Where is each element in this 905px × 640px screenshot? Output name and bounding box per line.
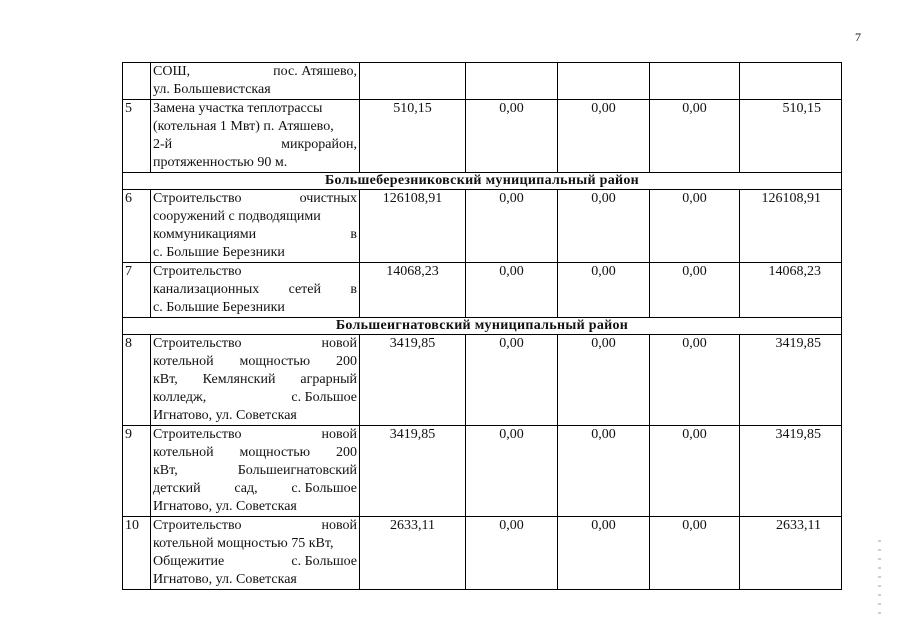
- table-row: [123, 263, 842, 318]
- description-word: в: [350, 227, 357, 242]
- value-cell-v1: 14068,23: [360, 263, 466, 318]
- row-number: 10: [123, 517, 151, 590]
- value-cell-v3: 0,00: [558, 263, 650, 318]
- description-line: [153, 299, 357, 317]
- value-cell-v1: 3419,85: [360, 426, 466, 517]
- table-row: [123, 190, 842, 263]
- value-cell-v2: 0,00: [466, 517, 558, 590]
- description-word: с. Большое: [291, 481, 357, 496]
- description-line: [153, 100, 357, 118]
- description-word: кВт,: [153, 372, 178, 387]
- description-line: [153, 208, 357, 226]
- table-body: [123, 63, 842, 590]
- row-number: 5: [123, 100, 151, 173]
- description-word: новой: [321, 427, 357, 442]
- value-cell-v2: 0,00: [466, 335, 558, 426]
- description-word: Строительство: [153, 336, 242, 351]
- description-word: пос. Атяшево,: [273, 64, 357, 79]
- description-word: Строительство: [153, 191, 242, 206]
- description-word: с. Большие Березники: [153, 245, 285, 260]
- value-cell-v5: 14068,23: [740, 263, 842, 318]
- table-row: [123, 517, 842, 590]
- description-word: с. Большие Березники: [153, 300, 285, 315]
- description-line: [153, 226, 357, 244]
- description-word: коммуникациями: [153, 227, 257, 242]
- description-word: с. Большое: [291, 554, 357, 569]
- description-line: [153, 154, 357, 172]
- value-cell-v4: 0,00: [650, 263, 740, 318]
- value-cell-v2: 0,00: [466, 263, 558, 318]
- object-description: [151, 517, 360, 590]
- description-word: СОШ,: [153, 64, 191, 79]
- financing-table: [122, 62, 842, 590]
- value-cell-v5: 510,15: [740, 100, 842, 173]
- description-line: [153, 571, 357, 589]
- description-word: в: [350, 282, 357, 297]
- description-line: [153, 426, 357, 444]
- value-cell-v1: [360, 63, 466, 100]
- description-word: 200: [336, 445, 357, 460]
- description-line: [153, 407, 357, 425]
- value-cell-v5: 126108,91: [740, 190, 842, 263]
- value-cell-v5: [740, 63, 842, 100]
- row-number: 9: [123, 426, 151, 517]
- description-line: [153, 190, 357, 208]
- value-cell-v5: 3419,85: [740, 426, 842, 517]
- description-line: [153, 136, 357, 154]
- description-word: сетей: [288, 282, 322, 297]
- description-word: Общежитие: [153, 554, 225, 569]
- section-title: Большеберезниковский муниципальный район: [123, 173, 842, 190]
- object-description: [151, 63, 360, 100]
- description-word: Игнатово, ул. Советская: [153, 408, 297, 423]
- description-line: [153, 353, 357, 371]
- description-word: Строительство: [153, 427, 242, 442]
- description-line: [153, 553, 357, 571]
- value-cell-v3: [558, 63, 650, 100]
- description-word: кВт,: [153, 463, 178, 478]
- description-word: 2-й: [153, 137, 173, 152]
- section-header-row: [123, 318, 842, 335]
- description-line: [153, 389, 357, 407]
- value-cell-v2: 0,00: [466, 426, 558, 517]
- description-line: [153, 63, 357, 81]
- scan-artifact: [878, 540, 881, 620]
- description-word: новой: [321, 518, 357, 533]
- value-cell-v5: 2633,11: [740, 517, 842, 590]
- table-row: [123, 100, 842, 173]
- description-word: мощностью: [239, 354, 311, 369]
- description-word: Замена участка теплотрассы: [153, 101, 323, 116]
- value-cell-v4: 0,00: [650, 190, 740, 263]
- object-description: [151, 263, 360, 318]
- value-cell-v3: 0,00: [558, 335, 650, 426]
- description-line: [153, 335, 357, 353]
- description-word: детский: [153, 481, 201, 496]
- value-cell-v2: [466, 63, 558, 100]
- description-word: ул. Большевистская: [153, 82, 271, 97]
- section-title: Большеигнатовский муниципальный район: [123, 318, 842, 335]
- value-cell-v3: 0,00: [558, 426, 650, 517]
- object-description: [151, 335, 360, 426]
- description-word: канализационных: [153, 282, 260, 297]
- description-word: аграрный: [300, 372, 357, 387]
- value-cell-v4: 0,00: [650, 426, 740, 517]
- object-description: [151, 190, 360, 263]
- description-line: [153, 81, 357, 99]
- object-description: [151, 426, 360, 517]
- description-line: [153, 244, 357, 262]
- page-number: 7: [855, 30, 861, 44]
- value-cell-v1: 510,15: [360, 100, 466, 173]
- description-word: Кемлянский: [202, 372, 276, 387]
- description-line: [153, 281, 357, 299]
- description-word: котельной мощностью 75 кВт,: [153, 536, 334, 551]
- value-cell-v3: 0,00: [558, 190, 650, 263]
- description-line: [153, 498, 357, 516]
- description-line: [153, 118, 357, 136]
- value-cell-v4: 0,00: [650, 335, 740, 426]
- description-word: сад,: [234, 481, 258, 496]
- description-word: очистных: [299, 191, 357, 206]
- value-cell-v1: 3419,85: [360, 335, 466, 426]
- table-row: [123, 63, 842, 100]
- value-cell-v4: 0,00: [650, 517, 740, 590]
- section-header-row: [123, 173, 842, 190]
- description-word: Строительство: [153, 518, 242, 533]
- row-number: 6: [123, 190, 151, 263]
- description-line: [153, 371, 357, 389]
- description-line: [153, 462, 357, 480]
- row-number: [123, 63, 151, 100]
- description-line: [153, 517, 357, 535]
- description-word: колледж,: [153, 390, 207, 405]
- value-cell-v3: 0,00: [558, 517, 650, 590]
- description-word: протяженностью 90 м.: [153, 155, 288, 170]
- description-word: микрорайон,: [281, 137, 357, 152]
- description-word: (котельная 1 Мвт) п. Атяшево,: [153, 119, 334, 134]
- description-line: [153, 535, 357, 553]
- description-word: котельной: [153, 354, 214, 369]
- description-word: мощностью: [239, 445, 311, 460]
- row-number: 7: [123, 263, 151, 318]
- value-cell-v1: 126108,91: [360, 190, 466, 263]
- description-word: 200: [336, 354, 357, 369]
- value-cell-v2: 0,00: [466, 190, 558, 263]
- object-description: [151, 100, 360, 173]
- value-cell-v3: 0,00: [558, 100, 650, 173]
- description-word: Игнатово, ул. Советская: [153, 499, 297, 514]
- value-cell-v5: 3419,85: [740, 335, 842, 426]
- description-line: [153, 444, 357, 462]
- table-row: [123, 426, 842, 517]
- value-cell-v4: [650, 63, 740, 100]
- value-cell-v1: 2633,11: [360, 517, 466, 590]
- description-word: Строительство: [153, 264, 242, 279]
- table-row: [123, 335, 842, 426]
- description-line: [153, 480, 357, 498]
- description-word: с. Большое: [291, 390, 357, 405]
- description-word: Большеигнатовский: [237, 463, 357, 478]
- description-line: [153, 263, 357, 281]
- description-word: новой: [321, 336, 357, 351]
- description-word: котельной: [153, 445, 214, 460]
- value-cell-v4: 0,00: [650, 100, 740, 173]
- description-word: сооружений с подводящими: [153, 209, 321, 224]
- description-word: Игнатово, ул. Советская: [153, 572, 297, 587]
- value-cell-v2: 0,00: [466, 100, 558, 173]
- row-number: 8: [123, 335, 151, 426]
